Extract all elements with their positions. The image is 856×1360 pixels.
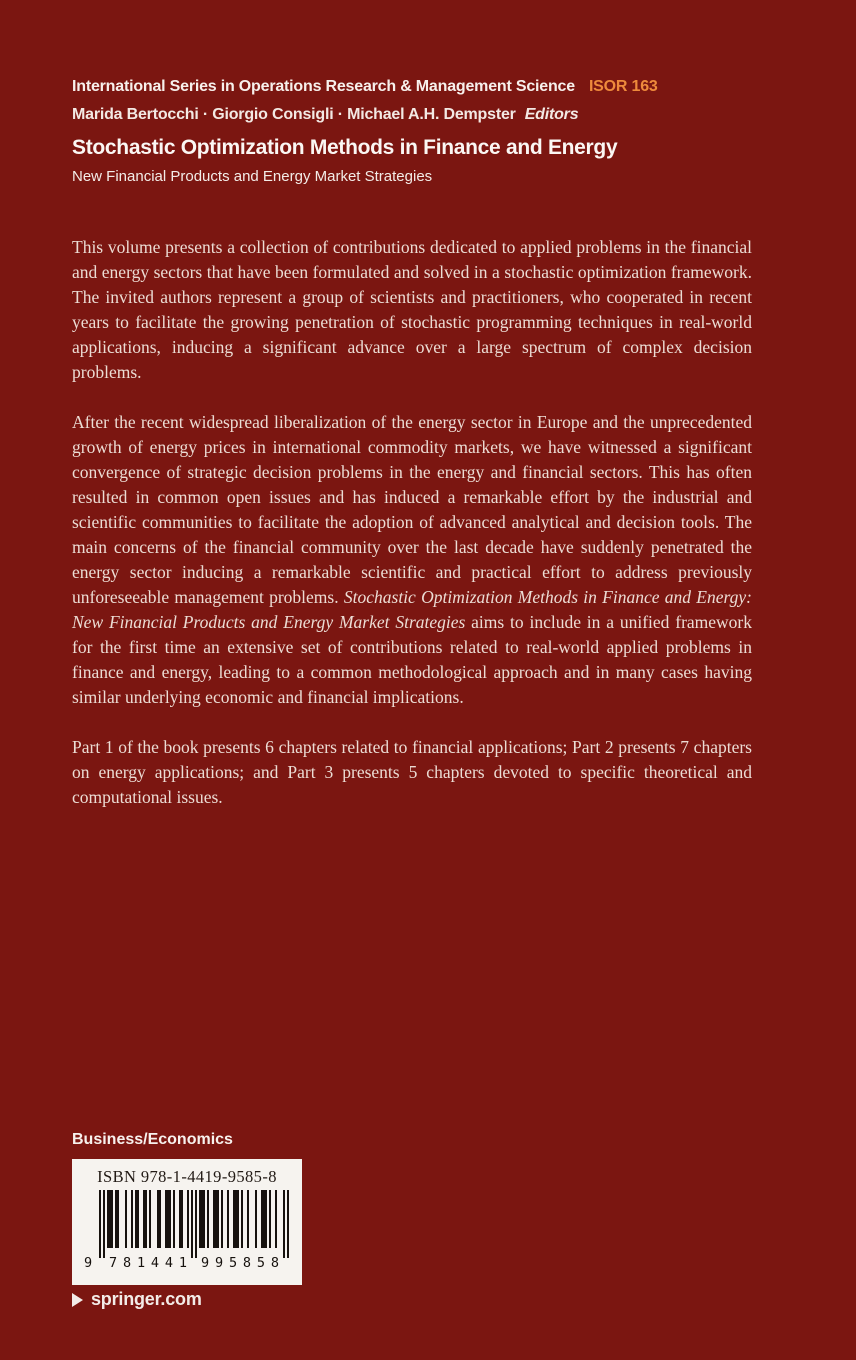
isbn-label: ISBN 978-1-4419-9585-8 bbox=[97, 1167, 277, 1186]
authors-editors-label: Editors bbox=[524, 106, 579, 123]
book-title: Stochastic Optimization Methods in Finance and Energy bbox=[72, 136, 618, 159]
barcode-wrap bbox=[72, 1190, 302, 1275]
blurb-paragraph-2-book-title-italic: Stochastic Optimization Methods in Finance and Energy: New Financial Products and Energy Market Strategies bbox=[72, 587, 753, 632]
barcode-digits-left: 781441 bbox=[109, 1255, 187, 1270]
blurb-paragraph-2-text-after: aims to include in a unified framework for the first time an extensive set of contributions related to real-world applied problems in finance and energy, leading to a common methodological approach and in many cases having similar underlying economic and financial implications. bbox=[72, 612, 753, 707]
series-line bbox=[72, 77, 752, 97]
category-label: Business/Economics bbox=[72, 1131, 233, 1148]
blurb-paragraph-2 bbox=[72, 410, 752, 710]
barcode-digit-prefix: 9 bbox=[84, 1255, 93, 1270]
barcode-digits-right: 995858 bbox=[201, 1255, 279, 1270]
arrow-right-icon bbox=[72, 1293, 83, 1307]
series-title: International Series in Operations Research & Management Science bbox=[72, 78, 575, 95]
cover-content bbox=[72, 0, 752, 835]
series-number: ISOR 163 bbox=[588, 78, 658, 95]
publisher-line bbox=[72, 1289, 202, 1310]
authors-line bbox=[72, 105, 752, 125]
authors-names: Marida Bertocchi · Giorgio Consigli · Michael A.H. Dempster bbox=[72, 106, 516, 123]
back-cover-blurb bbox=[72, 235, 752, 810]
publisher-site: springer.com bbox=[91, 1289, 202, 1309]
ean13-barcode-icon bbox=[83, 1190, 291, 1270]
blurb-paragraph-2-text: After the recent widespread liberalization of the energy sector in Europe and the unprecedented growth of energy prices in international commodity markets, we have witnessed a significant convergence of strategic decision problems in the energy and financial sectors. This has often resulted in common open issues and has induced a remarkable effort by the industrial and scientific communities to facilitate the adoption of advanced analytical and decision tools. The main concerns of the financial community over the last decade have suddenly penetrated the energy sector inducing a remarkable scientific and practical effort to address previously unforeseeable management problems. bbox=[72, 412, 752, 607]
blurb-paragraph-3: Part 1 of the book presents 6 chapters related to financial applications; Part 2 presents 7 chapters on energy applications; and Part 3 presents 5 chapters devoted to specific theoretical and computational issues. bbox=[72, 737, 752, 807]
book-subtitle: New Financial Products and Energy Market Strategies bbox=[72, 168, 433, 185]
blurb-paragraph-1: This volume presents a collection of contributions dedicated to applied problems in the financial and energy sectors that have been formulated and solved in a stochastic optimization framework. The invited authors represent a group of scientists and practitioners, who cooperated in recent years to facilitate the growing penetration of stochastic programming techniques in real-world applications, inducing a significant advance over a large spectrum of complex decision problems. bbox=[72, 237, 752, 382]
isbn-barcode-box bbox=[72, 1159, 302, 1285]
